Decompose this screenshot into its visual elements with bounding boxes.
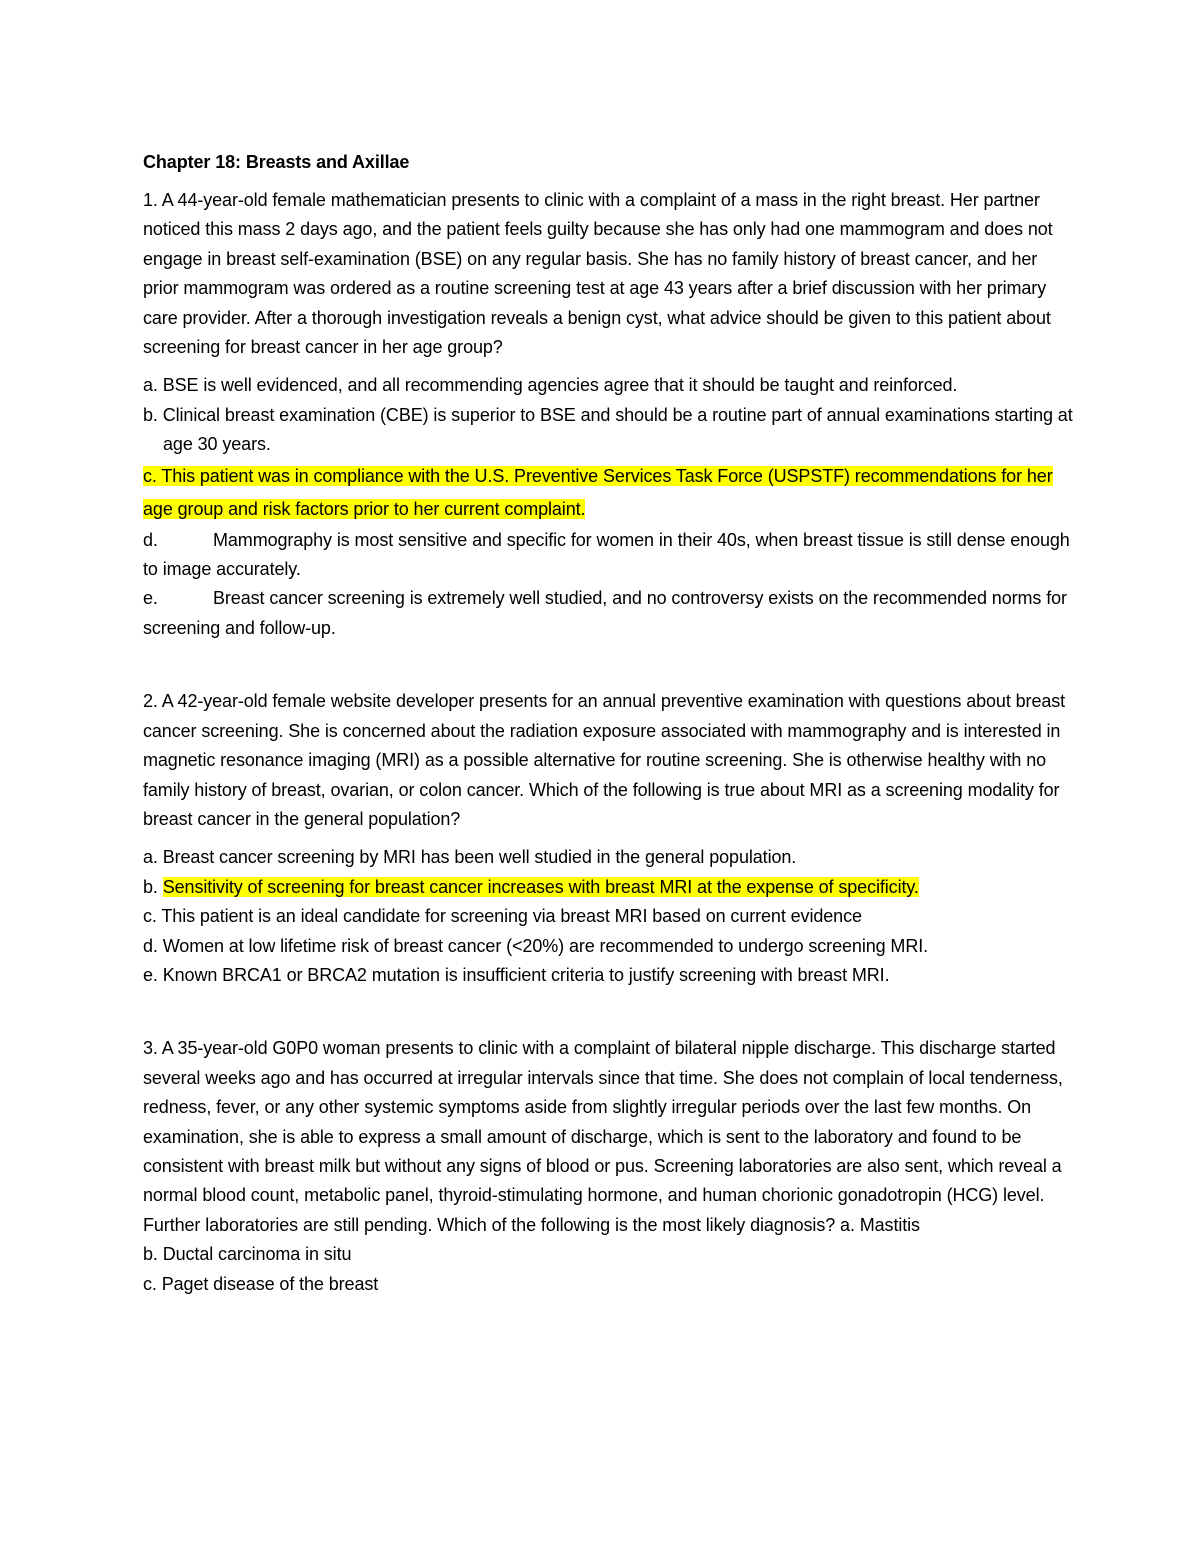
option-a	[143, 371, 1073, 400]
option-c	[143, 902, 1073, 931]
question-stem: 2. A 42-year-old female website developer presents for an annual preventive examination with questions about breast cancer screening. She is concerned about the radiation exposure associated with mammography and is interested in magnetic resonance imaging (MRI) as a possible alternative for routine screening. She is otherwise healthy with no family history of breast, ovarian, or colon cancer. Which of the following is true about MRI as a screening modality for breast cancer in the general population?	[143, 691, 1066, 829]
option-text: Paget disease of the breast	[161, 1273, 379, 1294]
option-c	[143, 1270, 1073, 1299]
option-d	[143, 526, 1073, 585]
option-text: Known BRCA1 or BRCA2 mutation is insufficient criteria to justify screening with breast MRI.	[162, 964, 890, 985]
option-letter: b.	[143, 404, 158, 425]
question-stem: 3. A 35-year-old G0P0 woman presents to clinic with a complaint of bilateral nipple discharge. This discharge started several weeks ago and has occurred at irregular intervals since that time. She does not complain of local tenderness, redness, fever, or any other systemic symptoms aside from slightly irregular periods over the last few months. On examination, she is able to express a small amount of discharge, which is sent to the laboratory and found to be consistent with breast milk but without any signs of blood or pus. Screening laboratories are also sent, which reveal a normal blood count, metabolic panel, thyroid-stimulating hormone, and human chorionic gonadotropin (HCG) level. Further laboratories are still pending. Which of the following is the most likely diagnosis? a. Mastitis	[143, 1038, 1063, 1235]
spacer	[143, 990, 1073, 1034]
option-text: Clinical breast examination (CBE) is superior to BSE and should be a routine part of annual examinations starting at age 30 years.	[162, 404, 1073, 455]
option-text: Women at low lifetime risk of breast cancer (<20%) are recommended to undergo screening MRI.	[162, 935, 929, 956]
option-text: This patient is an ideal candidate for screening via breast MRI based on current evidence	[161, 906, 862, 927]
question-stem: 1. A 44-year-old female mathematician presents to clinic with a complaint of a mass in the right breast. Her partner noticed this mass 2 days ago, and the patient feels guilty because she has only had one mammogram and does not engage in breast self-examination (BSE) on any regular basis. She has no family history of breast cancer, and her prior mammogram was ordered as a routine screening test at age 43 years after a brief discussion with her primary care provider. After a thorough investigation reveals a benign cyst, what advice should be given to this patient about screening for breast cancer in her age group?	[143, 190, 1053, 358]
option-letter: a.	[143, 375, 158, 396]
option-text: Mammography is most sensitive and specific for women in their 40s, when breast tissue is still dense enough to image accurately.	[143, 529, 1070, 580]
option-letter: b.	[143, 1244, 158, 1265]
option-b	[143, 1240, 1073, 1269]
option-text: Breast cancer screening by MRI has been well studied in the general population.	[162, 847, 797, 868]
option-letter: e.	[143, 964, 158, 985]
spacer	[143, 643, 1073, 687]
question-3	[143, 1034, 1073, 1299]
option-letter: d.	[143, 935, 158, 956]
option-a	[143, 843, 1073, 872]
highlighted-answer	[143, 466, 1053, 519]
option-letter: c.	[143, 1273, 157, 1294]
option-letter: b.	[143, 876, 158, 897]
option-text: This patient was in compliance with the U.S. Preventive Services Task Force (USPSTF) recommendations for her age group and risk factors prior to her current complaint.	[143, 465, 1053, 519]
option-letter: a.	[143, 847, 158, 868]
option-letter: c.	[143, 465, 157, 486]
option-letter: c.	[143, 906, 157, 927]
option-b	[143, 401, 1073, 460]
option-d	[143, 932, 1073, 961]
question-2	[143, 687, 1073, 990]
option-text: Ductal carcinoma in situ	[162, 1244, 352, 1265]
option-letter: d.	[143, 529, 158, 550]
document-page	[143, 148, 1073, 1299]
highlighted-answer: Sensitivity of screening for breast cancer increases with breast MRI at the expense of specificity.	[162, 876, 919, 897]
option-b-correct	[143, 873, 1073, 902]
option-c-correct	[143, 460, 1073, 526]
option-e	[143, 584, 1073, 643]
option-text: Breast cancer screening is extremely well studied, and no controversy exists on the recommended norms for screening and follow-up.	[143, 588, 1067, 638]
option-e	[143, 961, 1073, 990]
question-1	[143, 186, 1073, 643]
chapter-title: Chapter 18: Breasts and Axillae	[143, 152, 410, 172]
option-letter: e.	[143, 588, 158, 609]
option-text: BSE is well evidenced, and all recommending agencies agree that it should be taught and reinforced.	[162, 375, 958, 396]
